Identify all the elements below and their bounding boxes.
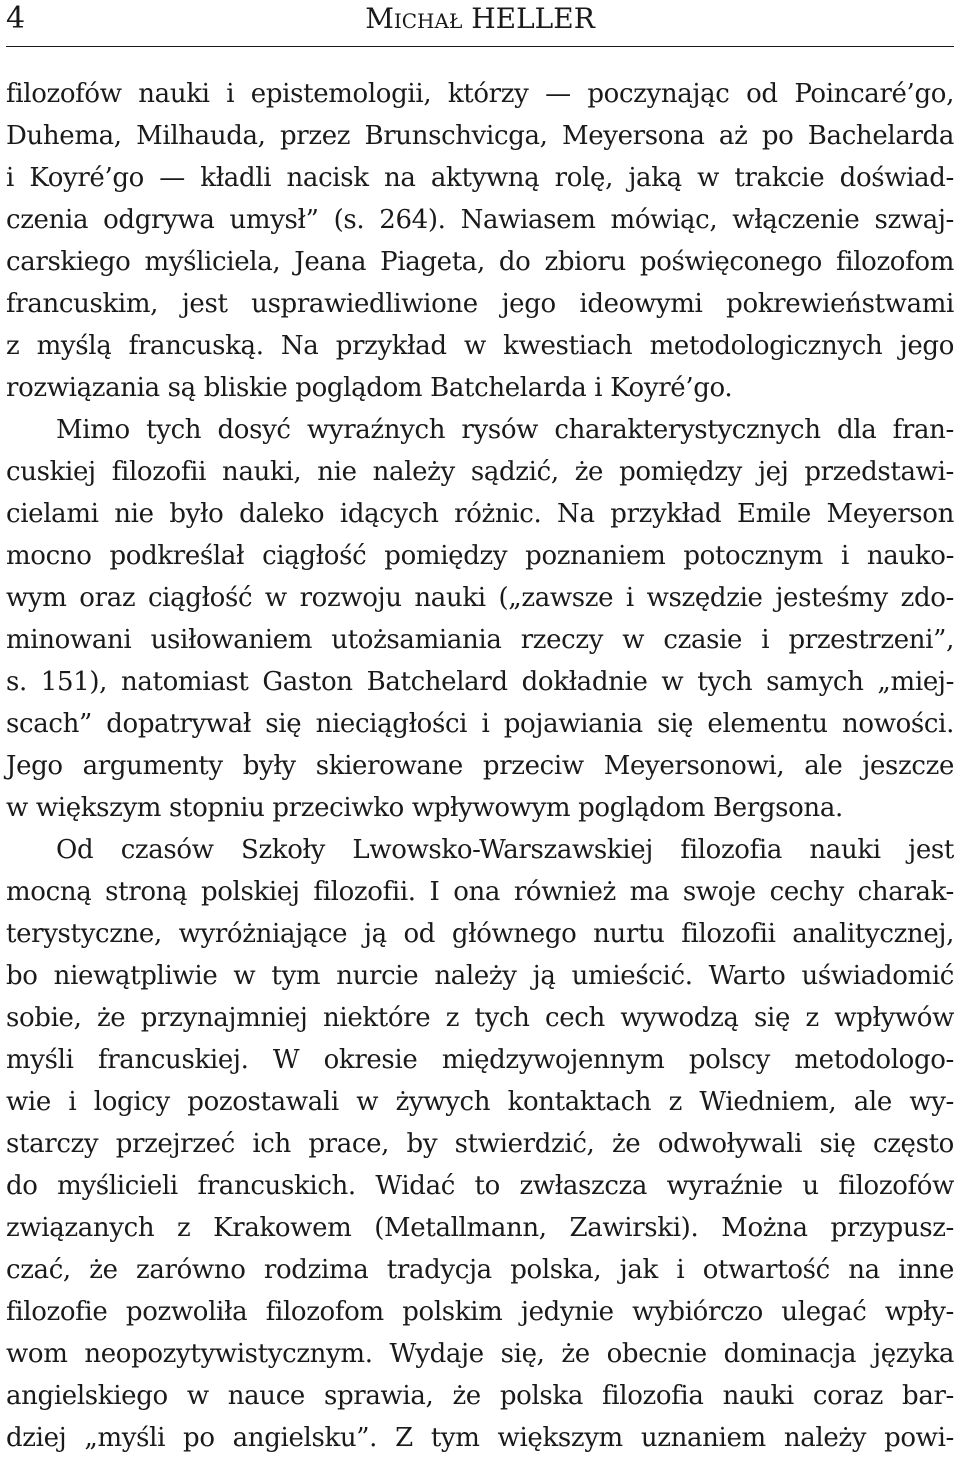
text-line: do myślicieli francuskich. Widać to zwłaszcza wyraźnie u filozofów [6,1171,954,1201]
paragraph-first-line: Mimo tych dosyć wyraźnych rysów charakterystycznych dla fran- [56,415,954,445]
text-line: terystyczne, wyróżniające ją od głównego nurtu filozofii analitycznej, [6,919,954,949]
document-page [6,0,954,1453]
text-line: filozofie pozwoliła filozofom polskim jedynie wybiórczo ulegać wpły- [6,1297,954,1327]
text-line: wie i logicy pozostawali w żywych kontaktach z Wiedniem, ale wy- [6,1087,954,1117]
text-line: scach” dopatrywał się nieciągłości i pojawiania się elementu nowości. [6,709,954,739]
running-header [6,0,954,47]
text-line: filozofów nauki i epistemologii, którzy — poczynając od Poincaré’go, [6,79,954,109]
text-line: wom neopozytywistycznym. Wydaje się, że obecnie dominacja języka [6,1339,954,1369]
text-line: starczy przejrzeć ich prace, by stwierdzić, że odwoływali się często [6,1129,954,1159]
text-line: francuskim, jest usprawiedliwione jego ideowymi pokrewieństwami [6,289,954,319]
running-head-author: Michał HELLER [365,2,595,35]
text-line: cuskiej filozofii nauki, nie należy sądzić, że pomiędzy jej przedstawi- [6,457,954,487]
text-line: sobie, że przynajmniej niektóre z tych cech wywodzą się z wpływów [6,1003,954,1033]
text-line: s. 151), natomiast Gaston Batchelard dokładnie w tych samych „miej- [6,667,954,697]
text-line: bo niewątpliwie w tym nurcie należy ją umieścić. Warto uświadomić [6,961,954,991]
text-line: mocną stroną polskiej filozofii. I ona również ma swoje cechy charak- [6,877,954,907]
text-line: mocno podkreślał ciągłość pomiędzy poznaniem potocznym i nauko- [6,541,954,571]
text-line: carskiego myśliciela, Jeana Piageta, do zbioru poświęconego filozofom [6,247,954,277]
body-text [6,73,954,1459]
text-line: związanych z Krakowem (Metallmann, Zawirski). Można przypusz- [6,1213,954,1243]
text-line: Jego argumenty były skierowane przeciw Meyersonowi, ale jeszcze [6,751,954,781]
text-line: Duhema, Milhauda, przez Brunschvicga, Meyersona aż po Bachelarda [6,121,954,151]
text-line: myśli francuskiej. W okresie międzywojennym polscy metodologo- [6,1045,954,1075]
paragraph-end-line: rozwiązania są bliskie poglądom Batchelarda i Koyré’go. [6,373,733,403]
text-line: angielskiego w nauce sprawia, że polska filozofia nauki coraz bar- [6,1381,954,1411]
text-line: dziej „myśli po angielsku”. Z tym większym uznaniem należy powi- [6,1423,954,1453]
text-line: czenia odgrywa umysł” (s. 264). Nawiasem mówiąc, włączenie szwaj- [6,205,954,235]
page-number: 4 [6,1,26,36]
text-line: z myślą francuską. Na przykład w kwestiach metodologicznych jego [6,331,954,361]
text-line: i Koyré’go — kładli nacisk na aktywną rolę, jaką w trakcie doświad- [6,163,954,193]
text-line: cielami nie było daleko idących różnic. Na przykład Emile Meyerson [6,499,954,529]
paragraph-first-line: Od czasów Szkoły Lwowsko-Warszawskiej filozofia nauki jest [56,835,954,865]
text-line: wym oraz ciągłość w rozwoju nauki („zawsze i wszędzie jesteśmy zdo- [6,583,954,613]
text-line: minowani usiłowaniem utożsamiania rzeczy w czasie i przestrzeni”, [6,625,954,655]
text-line: czać, że zarówno rodzima tradycja polska, jak i otwartość na inne [6,1255,954,1285]
paragraph-end-line: w większym stopniu przeciwko wpływowym poglądom Bergsona. [6,793,843,823]
